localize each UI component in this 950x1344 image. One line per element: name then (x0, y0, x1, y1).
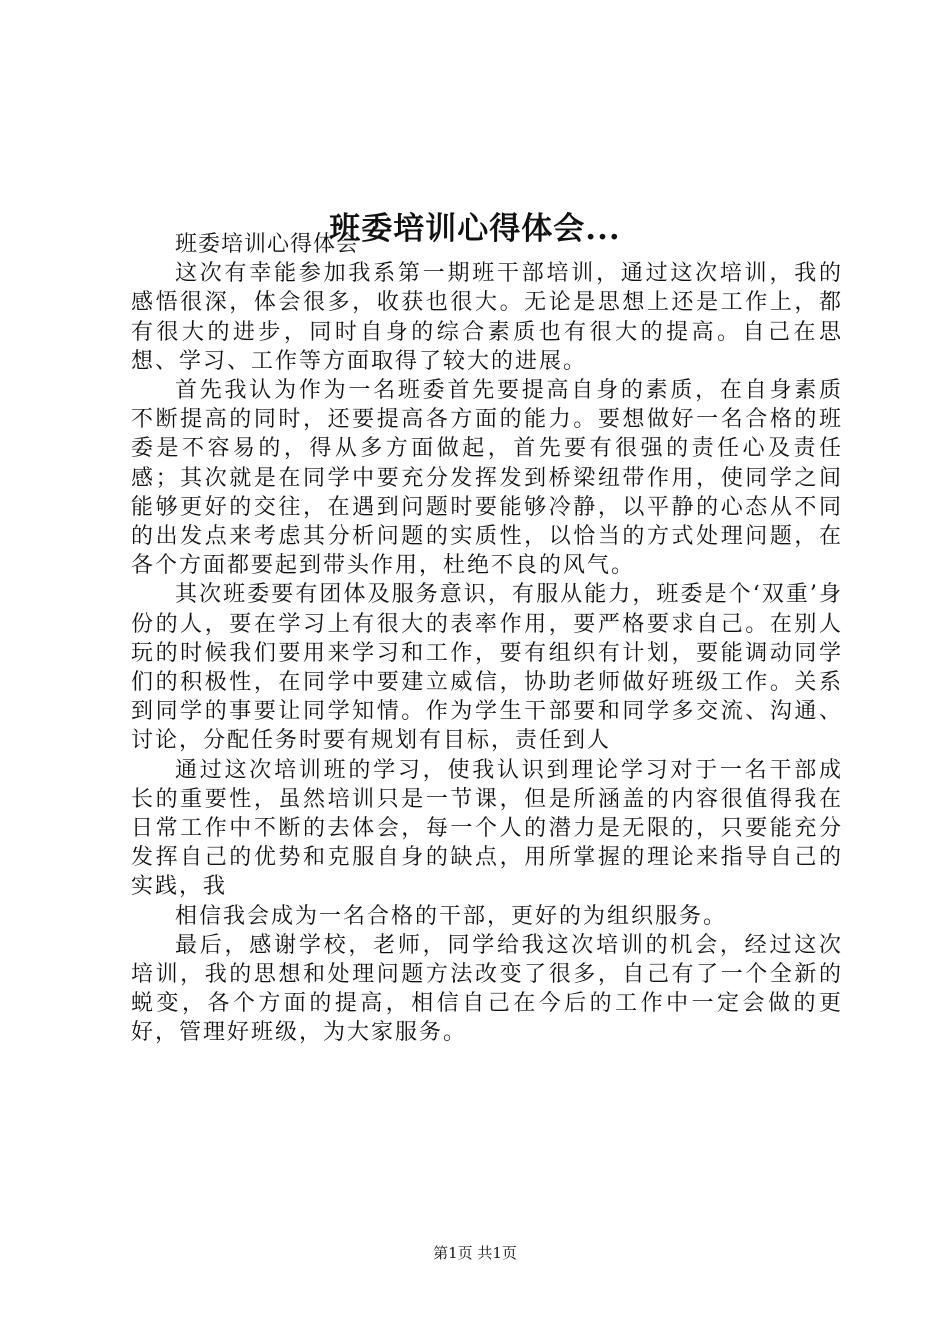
paragraph-belief: 相信我会成为一名合格的干部，更好的为组织服务。 (175, 903, 728, 929)
paragraph-service: 其次班委要有团体及服务意识，有服从能力，班委是个‘双重’身份的人，要在学习上有很大的表率作用，要严格要求自己。在别人玩的时候我们要用来学习和工作，要有组织有计划，要能调动同学们的积极性，在同学中要建立威信，协助老师做好班级工作。关系到同学的事要让同学知情。作为学生干部要和同学多交流、沟通、讨论，分配任务时要有规划有目标，责任到人 (131, 582, 843, 754)
document-subtitle: 班委培训心得体会 (175, 232, 360, 257)
page-number: 第1页 共1页 (433, 1244, 517, 1262)
paragraph-thanks: 最后，感谢学校，老师，同学给我这次培训的机会，经过这次培训，我的思想和处理问题方法改变了很多，自己有了一个全新的蜕变，各个方面的提高，相信自己在今后的工作中一定会做的更好，管理好班级，为大家服务。 (131, 932, 843, 1046)
page-title: 班委培训心得体会... (329, 210, 621, 247)
document-body (131, 230, 843, 1048)
paragraph-intro: 这次有幸能参加我系第一期班干部培训，通过这次培训，我的感悟很深，体会很多，收获也很大。无论是思想上还是工作上，都有很大的进步，同时自身的综合素质也有很大的提高。自己在思想、学习、工作等方面取得了较大的进展。 (131, 261, 843, 374)
paragraph-quality: 首先我认为作为一名班委首先要提高自身的素质，在自身素质不断提高的同时，还要提高各方面的能力。要想做好一名合格的班委是不容易的，得从多方面做起，首先要有很强的责任心及责任感；其次就是在同学中要充分发挥发到桥梁纽带作用，使同学之间能够更好的交往，在遇到问题时要能够冷静，以平静的心态从不同的出发点来考虑其分析问题的实质性，以恰当的方式处理问题，在各个方面都要起到带头作用，杜绝不良的风气。 (131, 378, 843, 579)
paragraph-learning: 通过这次培训班的学习，使我认识到理论学习对于一名干部成长的重要性，虽然培训只是一节课，但是所涵盖的内容很值得我在日常工作中不断的去体会，每一个人的潜力是无限的，只要能充分发挥自己的优势和克服自身的缺点，用所掌握的理论来指导自己的实践，我 (131, 757, 843, 900)
